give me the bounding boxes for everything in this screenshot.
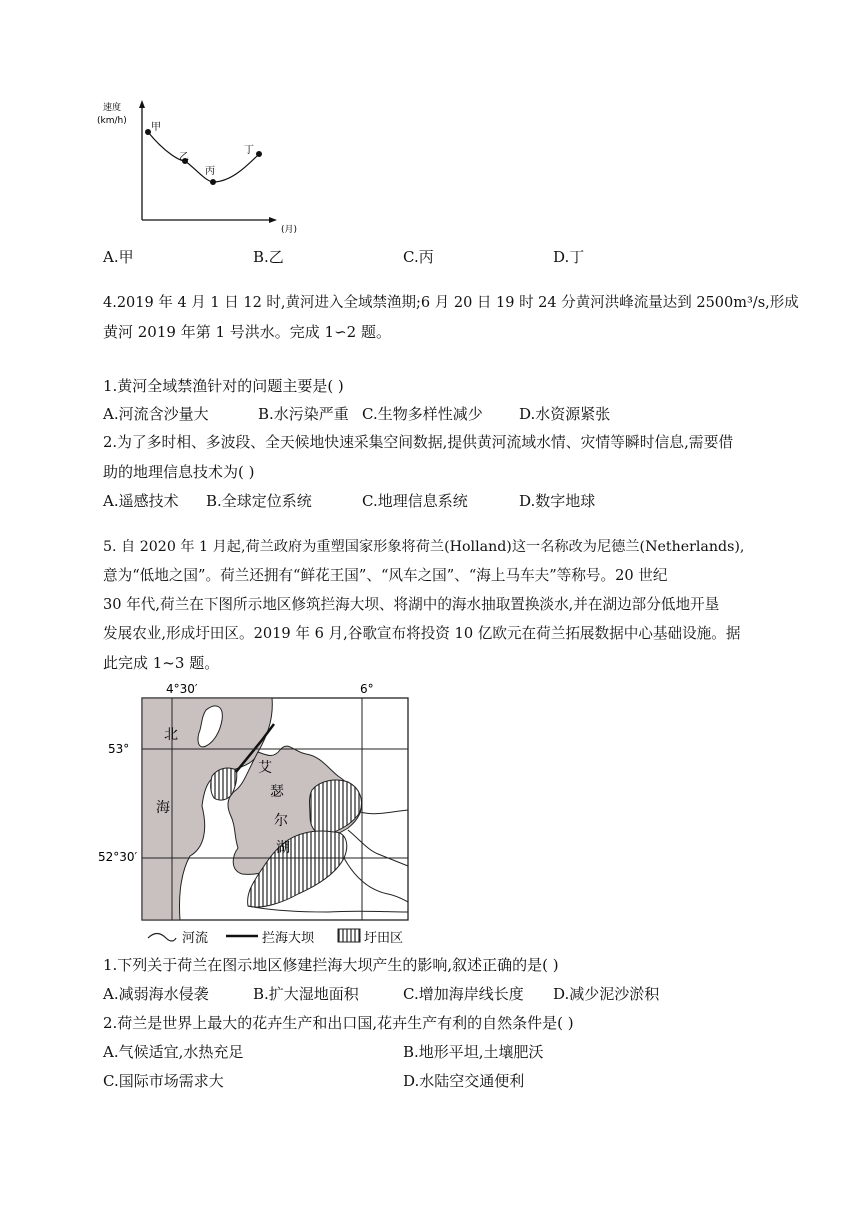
legend-river-icon bbox=[148, 934, 176, 942]
chart-label-jia: 甲 bbox=[151, 122, 161, 133]
q4-stem-line2: 黄河 2019 年第 1 号洪水。完成 1∽2 题。 bbox=[103, 323, 391, 341]
q5-sub2-option-a: A.气候适宜,水热充足 bbox=[103, 1043, 244, 1061]
q4-sub1-option-b: B.水污染严重 bbox=[258, 405, 349, 423]
chart-curve bbox=[148, 132, 259, 182]
q4-sub1-option-a: A.河流含沙量大 bbox=[103, 405, 209, 423]
q4-sub2-option-a: A.遥感技术 bbox=[103, 492, 179, 510]
chart-label-yi: 乙 bbox=[179, 152, 189, 163]
chart-point-ding bbox=[256, 151, 262, 157]
chart-xunit: (月) bbox=[281, 225, 298, 235]
q5-sub1-option-d: D.减少泥沙淤积 bbox=[553, 985, 660, 1003]
legend-polder: 圩田区 bbox=[364, 931, 404, 946]
q5-stem-line2: 意为“低地之国”。荷兰还拥有“鲜花王国”、“风车之国”、“海上马车夫”等称号。20 世纪 bbox=[103, 567, 668, 584]
q4-sub2-option-c: C.地理信息系统 bbox=[362, 492, 468, 510]
q5-sub2-option-b: B.地形平坦,土壤肥沃 bbox=[403, 1043, 544, 1061]
chart-label-bing: 丙 bbox=[205, 166, 215, 177]
legend-dam: 拦海大坝 bbox=[262, 931, 315, 946]
lake-label-3: 尔 bbox=[274, 813, 288, 829]
option-c: C.丙 bbox=[403, 248, 434, 266]
sea-label-north: 北 bbox=[164, 727, 178, 743]
chart-y-arrow bbox=[139, 100, 145, 108]
q5-sub1-question: 1.下列关于荷兰在图示地区修建拦海大坝产生的影响,叙述正确的是( ) bbox=[103, 956, 559, 974]
lake-label-2: 瑟 bbox=[270, 784, 284, 800]
chart-label-ding: 丁 bbox=[244, 145, 254, 156]
netherlands-map bbox=[98, 680, 418, 950]
q4-sub2-option-d: D.数字地球 bbox=[519, 492, 596, 510]
legend-polder-icon bbox=[338, 929, 360, 942]
q5-sub2-question: 2.荷兰是世界上最大的花卉生产和出口国,花卉生产有利的自然条件是( ) bbox=[103, 1014, 574, 1032]
sea-label-sea: 海 bbox=[156, 800, 170, 816]
chart-ylabel: 速度 bbox=[103, 103, 122, 113]
option-d: D.丁 bbox=[553, 248, 585, 266]
q4-sub2-question-line2: 助的地理信息技术为( ) bbox=[103, 463, 255, 481]
q4-sub1-option-d: D.水资源紧张 bbox=[519, 405, 611, 423]
legend-river: 河流 bbox=[182, 931, 209, 946]
lat-label-2: 52°30′ bbox=[98, 850, 138, 864]
chart-yunit: (km/h) bbox=[97, 116, 127, 126]
q5-stem-line4: 发展农业,形成圩田区。2019 年 6 月,谷歌宣布将投资 10 亿欧元在荷兰拓展数据中心基础设施。据 bbox=[103, 625, 741, 642]
speed-chart bbox=[95, 98, 298, 240]
q4-sub1-question: 1.黄河全域禁渔针对的问题主要是( ) bbox=[103, 377, 344, 395]
chart-x-arrow bbox=[269, 217, 277, 223]
lon-label-2: 6° bbox=[360, 682, 374, 696]
q4-sub1-option-c: C.生物多样性减少 bbox=[362, 405, 483, 423]
q4-stem-line1: 4.2019 年 4 月 1 日 12 时,黄河进入全域禁渔期;6 月 20 日 19 时 24 分黄河洪峰流量达到 2500m³/s,形成 bbox=[103, 295, 799, 311]
lake-label-1: 艾 bbox=[258, 760, 272, 776]
q4-sub2-option-b: B.全球定位系统 bbox=[206, 492, 312, 510]
q5-sub1-option-c: C.增加海岸线长度 bbox=[403, 985, 524, 1003]
q5-sub1-option-b: B.扩大湿地面积 bbox=[253, 985, 359, 1003]
lake-label-4: 湖 bbox=[276, 840, 290, 856]
option-a: A.甲 bbox=[103, 248, 134, 266]
q5-stem-line3: 30 年代,荷兰在下图所示地区修筑拦海大坝、将湖中的海水抽取置换淡水,并在湖边部分低地开垦 bbox=[103, 596, 720, 613]
q5-sub1-option-a: A.减弱海水侵袭 bbox=[103, 985, 209, 1003]
q5-stem-line5: 此完成 1~3 题。 bbox=[103, 654, 220, 672]
lat-label-1: 53° bbox=[108, 742, 130, 756]
q5-stem-line1: 5. 自 2020 年 1 月起,荷兰政府为重塑国家形象将荷兰(Holland)这一名称改为尼德兰(Netherlands), bbox=[103, 539, 745, 555]
q5-sub2-option-c: C.国际市场需求大 bbox=[103, 1072, 224, 1090]
q4-sub2-question-line1: 2.为了多时相、多波段、全天候地快速采集空间数据,提供黄河流域水情、灾情等瞬时信息,需要借 bbox=[103, 434, 734, 451]
lon-label-1: 4°30′ bbox=[166, 682, 198, 696]
option-b: B.乙 bbox=[253, 248, 284, 266]
q5-sub2-option-d: D.水陆空交通便利 bbox=[403, 1072, 525, 1090]
chart-point-bing bbox=[210, 179, 216, 185]
